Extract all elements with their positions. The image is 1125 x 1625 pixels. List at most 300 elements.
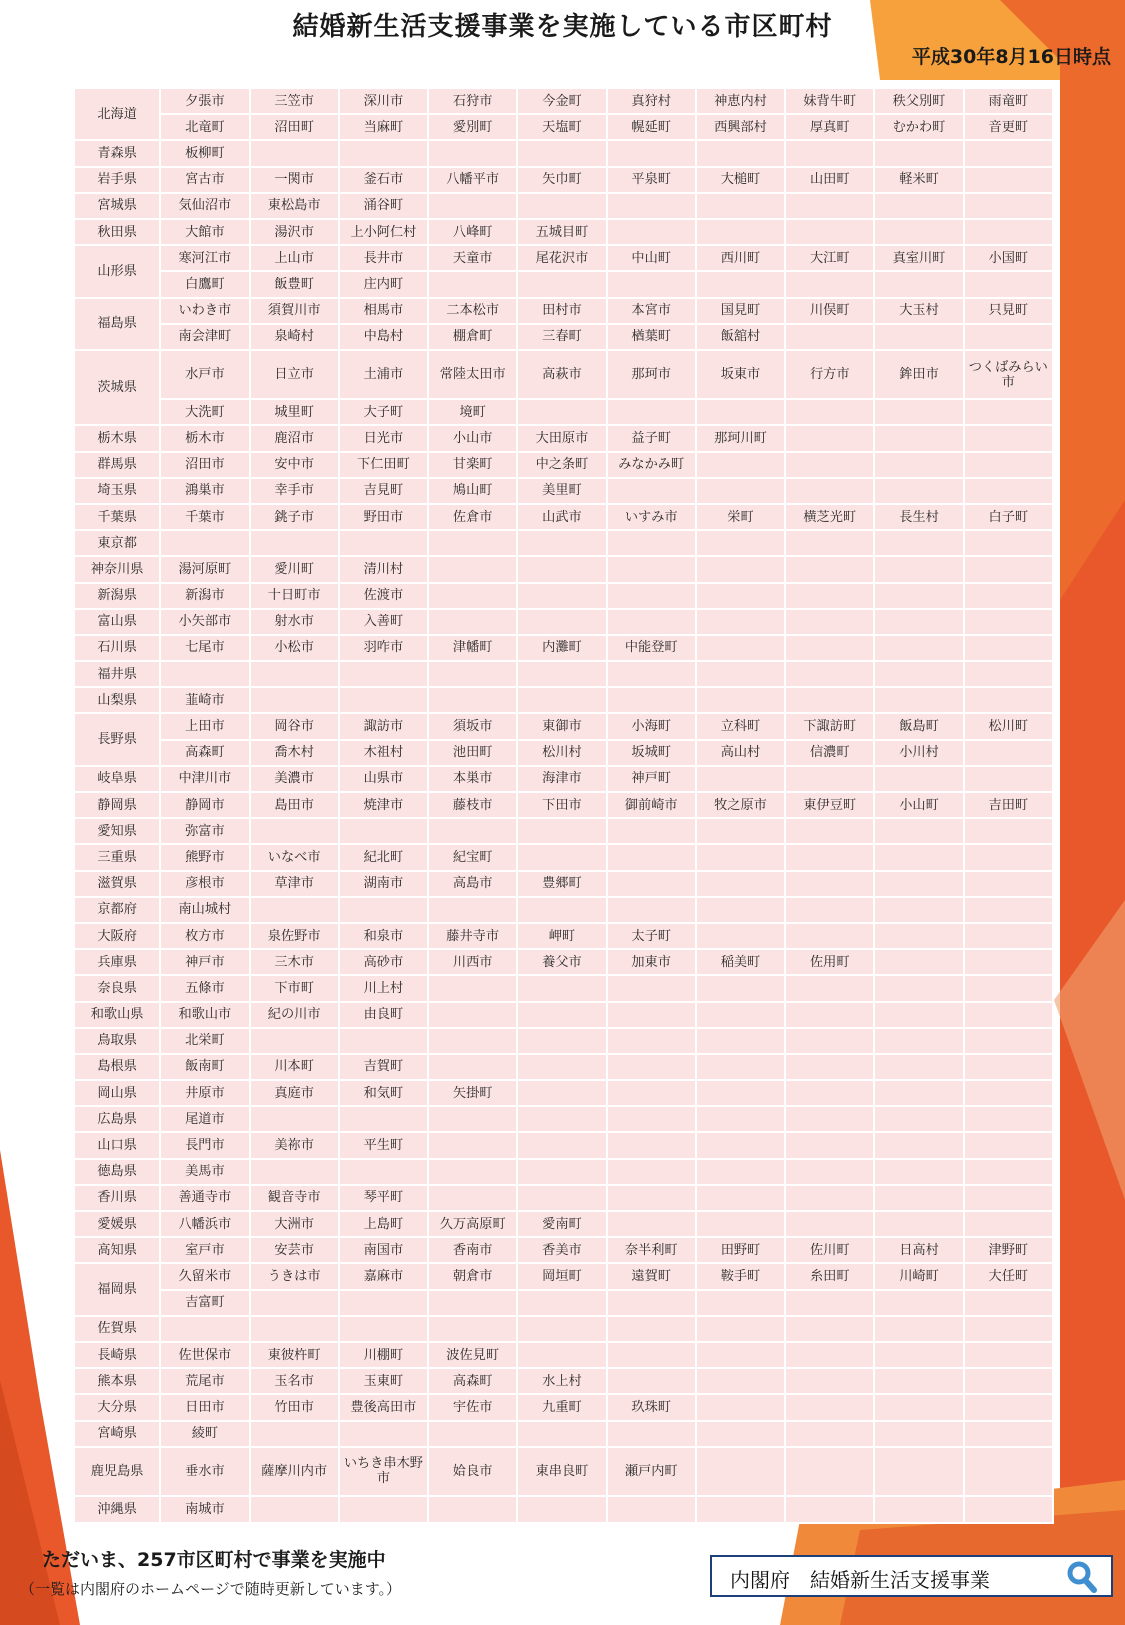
table-row	[74, 245, 1053, 271]
municipality-cell	[696, 1132, 785, 1158]
municipality-cell: 野田市	[339, 504, 428, 530]
table-row	[74, 140, 1053, 166]
municipality-cell	[607, 871, 696, 897]
municipality-cell	[428, 1185, 517, 1211]
municipality-cell: 高島市	[428, 871, 517, 897]
municipality-table-container	[73, 87, 1054, 1524]
municipality-cell	[428, 1496, 517, 1523]
search-box[interactable]	[710, 1555, 1113, 1597]
table-row	[74, 766, 1053, 792]
table-row	[74, 740, 1053, 766]
municipality-cell: 清川村	[339, 556, 428, 582]
municipality-cell: いすみ市	[607, 504, 696, 530]
municipality-cell	[517, 1342, 606, 1368]
municipality-cell	[607, 1080, 696, 1106]
municipality-cell: 夕張市	[160, 88, 249, 114]
municipality-cell	[607, 1054, 696, 1080]
municipality-cell: 軽米町	[874, 167, 963, 193]
prefecture-cell: 長崎県	[74, 1342, 160, 1368]
municipality-cell	[607, 399, 696, 425]
municipality-cell	[696, 1290, 785, 1316]
municipality-cell: 御前崎市	[607, 792, 696, 818]
municipality-cell	[874, 530, 963, 556]
municipality-cell: 沼田町	[250, 114, 339, 140]
table-row	[74, 1028, 1053, 1054]
prefecture-cell: 和歌山県	[74, 1002, 160, 1028]
municipality-cell: 北栄町	[160, 1028, 249, 1054]
municipality-cell: 玖珠町	[607, 1394, 696, 1420]
municipality-cell: 枚方市	[160, 923, 249, 949]
municipality-cell: 紀の川市	[250, 1002, 339, 1028]
municipality-cell: 木祖村	[339, 740, 428, 766]
municipality-cell	[607, 193, 696, 219]
municipality-cell: 泉崎村	[250, 324, 339, 350]
municipality-cell: 秩父別町	[874, 88, 963, 114]
municipality-cell: 十日町市	[250, 583, 339, 609]
municipality-cell	[964, 923, 1053, 949]
municipality-cell	[607, 1185, 696, 1211]
table-row	[74, 298, 1053, 324]
municipality-cell: 安芸市	[250, 1237, 339, 1263]
municipality-cell	[785, 661, 874, 687]
municipality-cell	[696, 1106, 785, 1132]
prefecture-cell: 富山県	[74, 609, 160, 635]
municipality-cell	[785, 1054, 874, 1080]
municipality-cell: 三木市	[250, 949, 339, 975]
municipality-cell	[964, 1132, 1053, 1158]
municipality-cell	[607, 1211, 696, 1237]
municipality-cell: 泉佐野市	[250, 923, 339, 949]
table-row	[74, 609, 1053, 635]
municipality-cell	[517, 818, 606, 844]
municipality-cell: 東伊豆町	[785, 792, 874, 818]
municipality-cell	[696, 583, 785, 609]
municipality-cell	[964, 324, 1053, 350]
prefecture-cell: 静岡県	[74, 792, 160, 818]
municipality-cell	[964, 452, 1053, 478]
municipality-cell	[964, 478, 1053, 504]
municipality-cell: 津野町	[964, 1237, 1053, 1263]
municipality-cell: 松川村	[517, 740, 606, 766]
prefecture-cell: 岡山県	[74, 1080, 160, 1106]
prefecture-cell: 福島県	[74, 298, 160, 350]
municipality-cell	[696, 1447, 785, 1496]
prefecture-cell: 山形県	[74, 245, 160, 297]
municipality-cell: 藤枝市	[428, 792, 517, 818]
municipality-cell: うきは市	[250, 1263, 339, 1289]
municipality-cell	[964, 1159, 1053, 1185]
municipality-cell: 幸手市	[250, 478, 339, 504]
bottom-subnote: （一覧は内閣府のホームページで随時更新しています。）	[20, 1580, 402, 1598]
municipality-cell	[428, 1028, 517, 1054]
municipality-cell	[250, 1316, 339, 1342]
municipality-cell: 観音寺市	[250, 1185, 339, 1211]
municipality-cell	[250, 1290, 339, 1316]
municipality-cell: 下諏訪町	[785, 713, 874, 739]
municipality-cell	[607, 219, 696, 245]
table-row	[74, 635, 1053, 661]
municipality-cell	[607, 818, 696, 844]
municipality-cell: 川棚町	[339, 1342, 428, 1368]
municipality-cell: 大子町	[339, 399, 428, 425]
municipality-cell	[964, 140, 1053, 166]
municipality-cell	[696, 661, 785, 687]
municipality-cell	[964, 609, 1053, 635]
municipality-cell: みなかみ町	[607, 452, 696, 478]
municipality-cell	[785, 923, 874, 949]
bottom-note: ただいま、257市区町村で事業を実施中	[42, 1549, 386, 1571]
municipality-cell	[517, 1185, 606, 1211]
page-title: 結婚新生活支援事業を実施している市区町村	[292, 12, 833, 42]
municipality-cell	[696, 1054, 785, 1080]
municipality-cell	[964, 1496, 1053, 1523]
municipality-cell: 大田原市	[517, 425, 606, 451]
municipality-cell: 日田市	[160, 1394, 249, 1420]
municipality-cell	[517, 530, 606, 556]
municipality-cell	[696, 1496, 785, 1523]
municipality-cell	[517, 1132, 606, 1158]
municipality-cell: 境町	[428, 399, 517, 425]
municipality-cell: 七尾市	[160, 635, 249, 661]
municipality-cell: 佐用町	[785, 949, 874, 975]
municipality-cell	[607, 897, 696, 923]
municipality-cell: 焼津市	[339, 792, 428, 818]
municipality-cell: 玉名市	[250, 1368, 339, 1394]
prefecture-cell: 神奈川県	[74, 556, 160, 582]
municipality-cell: 山田町	[785, 167, 874, 193]
municipality-cell	[785, 766, 874, 792]
prefecture-cell: 秋田県	[74, 219, 160, 245]
municipality-cell: 高萩市	[517, 350, 606, 399]
municipality-cell	[874, 635, 963, 661]
municipality-cell	[874, 923, 963, 949]
municipality-cell: 豊郷町	[517, 871, 606, 897]
municipality-cell	[339, 1421, 428, 1447]
municipality-cell	[874, 556, 963, 582]
table-row	[74, 1237, 1053, 1263]
municipality-cell: 厚真町	[785, 114, 874, 140]
municipality-cell: 由良町	[339, 1002, 428, 1028]
municipality-cell	[874, 1211, 963, 1237]
municipality-cell	[428, 193, 517, 219]
municipality-cell	[964, 425, 1053, 451]
municipality-cell	[874, 949, 963, 975]
municipality-cell: 上島町	[339, 1211, 428, 1237]
municipality-cell: 深川市	[339, 88, 428, 114]
municipality-cell: 矢掛町	[428, 1080, 517, 1106]
municipality-cell: 紀北町	[339, 844, 428, 870]
prefecture-cell: 長野県	[74, 713, 160, 765]
municipality-cell	[696, 140, 785, 166]
municipality-cell: 甘楽町	[428, 452, 517, 478]
municipality-cell	[874, 193, 963, 219]
municipality-cell: 山県市	[339, 766, 428, 792]
municipality-cell	[339, 687, 428, 713]
municipality-cell: 綾町	[160, 1421, 249, 1447]
prefecture-cell: 宮城県	[74, 193, 160, 219]
municipality-cell: 飯島町	[874, 713, 963, 739]
municipality-cell	[964, 949, 1053, 975]
municipality-cell: 美里町	[517, 478, 606, 504]
municipality-cell: 嘉麻市	[339, 1263, 428, 1289]
municipality-cell	[874, 399, 963, 425]
municipality-cell: 海津市	[517, 766, 606, 792]
municipality-cell: 藤井寺市	[428, 923, 517, 949]
municipality-cell	[964, 1211, 1053, 1237]
municipality-cell	[696, 478, 785, 504]
municipality-cell	[339, 897, 428, 923]
municipality-cell	[785, 687, 874, 713]
municipality-cell: 川上村	[339, 975, 428, 1001]
municipality-cell: 坂東市	[696, 350, 785, 399]
municipality-cell	[874, 975, 963, 1001]
table-row	[74, 949, 1053, 975]
municipality-cell: 尾道市	[160, 1106, 249, 1132]
municipality-cell	[250, 530, 339, 556]
municipality-cell: つくばみらい市	[964, 350, 1053, 399]
municipality-cell: 豊後高田市	[339, 1394, 428, 1420]
municipality-cell	[696, 923, 785, 949]
municipality-cell: 本宮市	[607, 298, 696, 324]
table-row	[74, 1496, 1053, 1523]
municipality-cell	[607, 975, 696, 1001]
table-body	[74, 88, 1053, 1523]
municipality-cell	[964, 1106, 1053, 1132]
municipality-cell: 北竜町	[160, 114, 249, 140]
municipality-cell: 弥富市	[160, 818, 249, 844]
municipality-cell	[696, 844, 785, 870]
municipality-cell: 鉾田市	[874, 350, 963, 399]
municipality-cell	[874, 844, 963, 870]
municipality-cell: 飯豊町	[250, 271, 339, 297]
municipality-cell	[428, 1316, 517, 1342]
municipality-cell: 上山市	[250, 245, 339, 271]
municipality-cell: 本巣市	[428, 766, 517, 792]
municipality-cell	[696, 1185, 785, 1211]
municipality-cell	[785, 975, 874, 1001]
municipality-cell: 川崎町	[874, 1263, 963, 1289]
municipality-cell: 糸田町	[785, 1263, 874, 1289]
municipality-cell: 上小阿仁村	[339, 219, 428, 245]
municipality-cell	[607, 1002, 696, 1028]
municipality-cell: 香南市	[428, 1237, 517, 1263]
municipality-cell: 神恵内村	[696, 88, 785, 114]
table-row	[74, 504, 1053, 530]
municipality-cell: 静岡市	[160, 792, 249, 818]
municipality-cell: 栃木市	[160, 425, 249, 451]
prefecture-cell: 北海道	[74, 88, 160, 140]
municipality-cell: 岡垣町	[517, 1263, 606, 1289]
prefecture-cell: 三重県	[74, 844, 160, 870]
municipality-cell: 鴻巣市	[160, 478, 249, 504]
municipality-cell: 東串良町	[517, 1447, 606, 1496]
search-label: 内閣府 結婚新生活支援事業	[730, 1568, 990, 1592]
municipality-cell	[696, 1394, 785, 1420]
municipality-cell	[785, 1496, 874, 1523]
municipality-cell: 土浦市	[339, 350, 428, 399]
municipality-cell: 石狩市	[428, 88, 517, 114]
prefecture-cell: 群馬県	[74, 452, 160, 478]
municipality-cell: 南国市	[339, 1237, 428, 1263]
prefecture-cell: 茨城県	[74, 350, 160, 426]
municipality-cell	[696, 556, 785, 582]
municipality-cell: 韮崎市	[160, 687, 249, 713]
municipality-cell: 松川町	[964, 713, 1053, 739]
search-icon[interactable]	[1067, 1561, 1097, 1597]
municipality-cell: 愛南町	[517, 1211, 606, 1237]
municipality-cell: 養父市	[517, 949, 606, 975]
municipality-cell: 小矢部市	[160, 609, 249, 635]
table-row	[74, 1316, 1053, 1342]
table-row	[74, 193, 1053, 219]
municipality-cell	[160, 530, 249, 556]
municipality-cell: 五城目町	[517, 219, 606, 245]
municipality-cell	[696, 609, 785, 635]
municipality-cell	[696, 271, 785, 297]
municipality-cell: 川本町	[250, 1054, 339, 1080]
municipality-cell: 五條市	[160, 975, 249, 1001]
municipality-cell	[339, 661, 428, 687]
municipality-cell	[785, 219, 874, 245]
municipality-cell	[607, 1106, 696, 1132]
municipality-cell	[607, 1316, 696, 1342]
municipality-cell	[428, 975, 517, 1001]
table-row	[74, 219, 1053, 245]
municipality-cell	[250, 1421, 339, 1447]
table-row	[74, 1002, 1053, 1028]
municipality-cell	[517, 1054, 606, 1080]
table-row	[74, 350, 1053, 399]
municipality-cell: 琴平町	[339, 1185, 428, 1211]
municipality-cell	[696, 687, 785, 713]
table-row	[74, 897, 1053, 923]
municipality-cell: 佐世保市	[160, 1342, 249, 1368]
prefecture-cell: 徳島県	[74, 1159, 160, 1185]
table-row	[74, 167, 1053, 193]
municipality-cell: 湯沢市	[250, 219, 339, 245]
municipality-cell	[964, 1368, 1053, 1394]
municipality-cell	[428, 1290, 517, 1316]
municipality-cell	[785, 399, 874, 425]
municipality-cell	[874, 818, 963, 844]
municipality-cell: 雨竜町	[964, 88, 1053, 114]
municipality-cell	[339, 1028, 428, 1054]
municipality-cell: 小山市	[428, 425, 517, 451]
municipality-cell	[517, 1028, 606, 1054]
table-row	[74, 88, 1053, 114]
municipality-cell: 大洲市	[250, 1211, 339, 1237]
municipality-cell	[250, 140, 339, 166]
municipality-cell: 津幡町	[428, 635, 517, 661]
municipality-cell: 諏訪市	[339, 713, 428, 739]
municipality-cell	[874, 478, 963, 504]
municipality-cell	[964, 661, 1053, 687]
prefecture-cell: 栃木県	[74, 425, 160, 451]
municipality-cell	[339, 1496, 428, 1523]
municipality-cell	[964, 1054, 1053, 1080]
municipality-cell: 中能登町	[607, 635, 696, 661]
municipality-cell	[696, 1342, 785, 1368]
prefecture-cell: 奈良県	[74, 975, 160, 1001]
prefecture-cell: 東京都	[74, 530, 160, 556]
municipality-cell	[428, 661, 517, 687]
table-row	[74, 1368, 1053, 1394]
municipality-cell	[964, 635, 1053, 661]
municipality-cell: 大任町	[964, 1263, 1053, 1289]
prefecture-cell: 山梨県	[74, 687, 160, 713]
municipality-cell	[874, 1394, 963, 1420]
municipality-cell: 妹背牛町	[785, 88, 874, 114]
municipality-cell: 下田市	[517, 792, 606, 818]
municipality-cell: 下市町	[250, 975, 339, 1001]
municipality-cell: 下仁田町	[339, 452, 428, 478]
municipality-cell: 愛別町	[428, 114, 517, 140]
municipality-cell	[964, 399, 1053, 425]
municipality-cell	[874, 1185, 963, 1211]
municipality-cell	[785, 844, 874, 870]
municipality-cell: いわき市	[160, 298, 249, 324]
municipality-cell	[874, 871, 963, 897]
municipality-cell: 幌延町	[607, 114, 696, 140]
municipality-cell	[874, 1054, 963, 1080]
municipality-cell: 銚子市	[250, 504, 339, 530]
municipality-cell: 那珂川町	[696, 425, 785, 451]
municipality-cell: 中島村	[339, 324, 428, 350]
municipality-cell: 一関市	[250, 167, 339, 193]
prefecture-cell: 岩手県	[74, 167, 160, 193]
municipality-cell	[874, 1421, 963, 1447]
municipality-cell	[874, 1028, 963, 1054]
municipality-cell: 東御市	[517, 713, 606, 739]
municipality-cell	[517, 844, 606, 870]
municipality-cell	[964, 193, 1053, 219]
prefecture-cell: 宮崎県	[74, 1421, 160, 1447]
municipality-cell: 鞍手町	[696, 1263, 785, 1289]
municipality-cell: 釜石市	[339, 167, 428, 193]
municipality-cell: 和歌山市	[160, 1002, 249, 1028]
municipality-cell	[874, 1316, 963, 1342]
municipality-cell: 吉見町	[339, 478, 428, 504]
municipality-cell	[607, 1290, 696, 1316]
municipality-cell: 常陸太田市	[428, 350, 517, 399]
municipality-cell: 久留米市	[160, 1263, 249, 1289]
municipality-cell: 東松島市	[250, 193, 339, 219]
table-row	[74, 818, 1053, 844]
municipality-cell	[428, 1159, 517, 1185]
municipality-cell: 高森町	[428, 1368, 517, 1394]
municipality-cell	[250, 687, 339, 713]
municipality-cell	[964, 1290, 1053, 1316]
table-row	[74, 1106, 1053, 1132]
table-row	[74, 661, 1053, 687]
municipality-cell	[696, 1159, 785, 1185]
municipality-cell: 佐倉市	[428, 504, 517, 530]
municipality-cell: いちき串木野市	[339, 1447, 428, 1496]
municipality-cell: 入善町	[339, 609, 428, 635]
municipality-cell: 吉富町	[160, 1290, 249, 1316]
municipality-cell	[607, 556, 696, 582]
municipality-cell	[785, 1368, 874, 1394]
municipality-cell	[874, 897, 963, 923]
municipality-cell: 小松市	[250, 635, 339, 661]
municipality-cell	[785, 1159, 874, 1185]
municipality-cell	[964, 1394, 1053, 1420]
municipality-cell: 愛川町	[250, 556, 339, 582]
municipality-cell	[428, 687, 517, 713]
table-row	[74, 923, 1053, 949]
municipality-cell	[964, 766, 1053, 792]
municipality-cell: 真庭市	[250, 1080, 339, 1106]
